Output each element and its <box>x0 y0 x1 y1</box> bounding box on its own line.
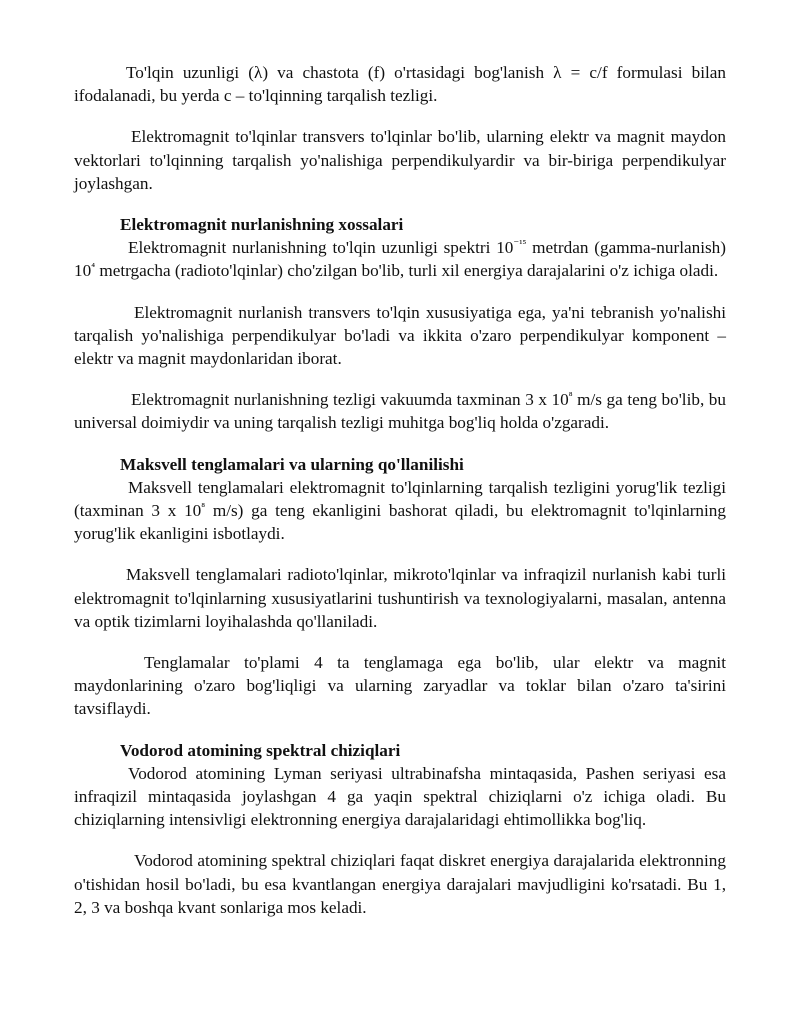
paragraph-speed-of-light <box>74 388 726 434</box>
section-heading: Elektromagnit nurlanishning xossalari <box>120 215 404 235</box>
paragraph-spectrum-range <box>74 236 726 282</box>
paragraph-maxwell-prediction <box>74 476 726 546</box>
paragraph-maxwell-four-equations: Tenglamalar to'plami 4 ta tenglamaga ega bo'lib, ular elektr va magnit maydonlarining o'zaro bog'liqligi va ularning zaryadlar va toklar bilan o'zaro ta'sirini tavsiflaydi. <box>74 653 726 719</box>
superscript: ⁴ <box>91 261 96 274</box>
paragraph-discrete-levels: Vodorod atomining spektral chiziqlari faqat diskret energiya darajalarida elektronning o'tishidan hosil bo'ladi, bu esa kvantlangan energiya darajalari mavjudligini ko'rsatadi. Bu 1, 2, 3 va boshqa kvant sonlariga mos keladi. <box>74 851 726 917</box>
text-run: Maksvell tenglamalari elektromagnit to'lqinlarning tarqalish tezligini yorug'lik tezligi (taxminan 3 x 10 <box>74 477 726 521</box>
text-run: metrdan (gamma-nurlanish) 10 <box>74 238 726 281</box>
text-run: m/s) ga teng ekanligini bashorat qiladi, bu elektromagnit to'lqinlarning yorug'lik ekanligini isbotlaydi. <box>74 501 726 544</box>
section-heading: Vodorod atomining spektral chiziqlari <box>120 740 401 760</box>
paragraph-transverse-waves: Elektromagnit to'lqinlar transvers to'lqinlar bo'lib, ularning elektr va magnit maydon vektorlari to'lqinning tarqalish yo'nalishiga perpendikulyardir va bir-biriga perpendikulyar joylashgan. <box>74 127 726 193</box>
text-run: Elektromagnit nurlanishning to'lqin uzunligi spektri 10 <box>128 238 514 258</box>
superscript: ⁻¹⁵ <box>513 238 527 251</box>
section-hydrogen-spectral-lines <box>74 739 726 919</box>
paragraph-maxwell-applications: Maksvell tenglamalari radioto'lqinlar, mikroto'lqinlar va infraqizil nurlanish kabi turli elektromagnit to'lqinlarning xususiyatlarini tushuntirish va texnologiyalarni, masalan, antenna va optik tizimlarni loyihalashda qo'llaniladi. <box>74 565 726 631</box>
text-run: m/s ga teng bo'lib, bu universal doimiydir va uning tarqalish tezligi muhitga bog'liq holda o'zgaradi. <box>74 390 726 433</box>
text-run: Elektromagnit nurlanishning tezligi vakuumda taxminan 3 x 10 <box>131 390 569 410</box>
paragraph-lyman-paschen: Vodorod atomining Lyman seriyasi ultrabinafsha mintaqasida, Pashen seriyasi esa infraqizil mintaqasida joylashgan 4 ga yaqin spektral chiziqlarni o'z ichiga oladi. Bu chiziqlarning intensivligi elektronning energiya darajalaridagi ehtimollikka bog'liq. <box>74 763 726 830</box>
section-heading: Maksvell tenglamalari va ularning qo'llanilishi <box>120 454 464 474</box>
section-maxwell-equations <box>74 453 726 721</box>
section-em-radiation-properties <box>74 213 726 435</box>
text-run: metrgacha (radioto'lqinlar) cho'zilgan bo'lib, turli xil energiya darajalarini o'z ichiga oladi. <box>95 261 719 281</box>
paragraph-transverse-property: Elektromagnit nurlanish transvers to'lqin xususiyatiga ega, ya'ni tebranish yo'nalishi tarqalish yo'nalishiga perpendikulyar bo'ladi va ikkita o'zaro perpendikulyar komponent – elektr va magnit maydonlaridan iborat. <box>74 302 726 369</box>
paragraph-wavelength-frequency: To'lqin uzunligi (λ) va chastota (f) o'rtasidagi bog'lanish λ = c/f formulasi bilan ifodalanadi, bu yerda c – to'lqinning tarqalish tezligi. <box>74 63 726 106</box>
superscript: ⁸ <box>568 390 573 403</box>
superscript: ⁸ <box>201 501 206 514</box>
